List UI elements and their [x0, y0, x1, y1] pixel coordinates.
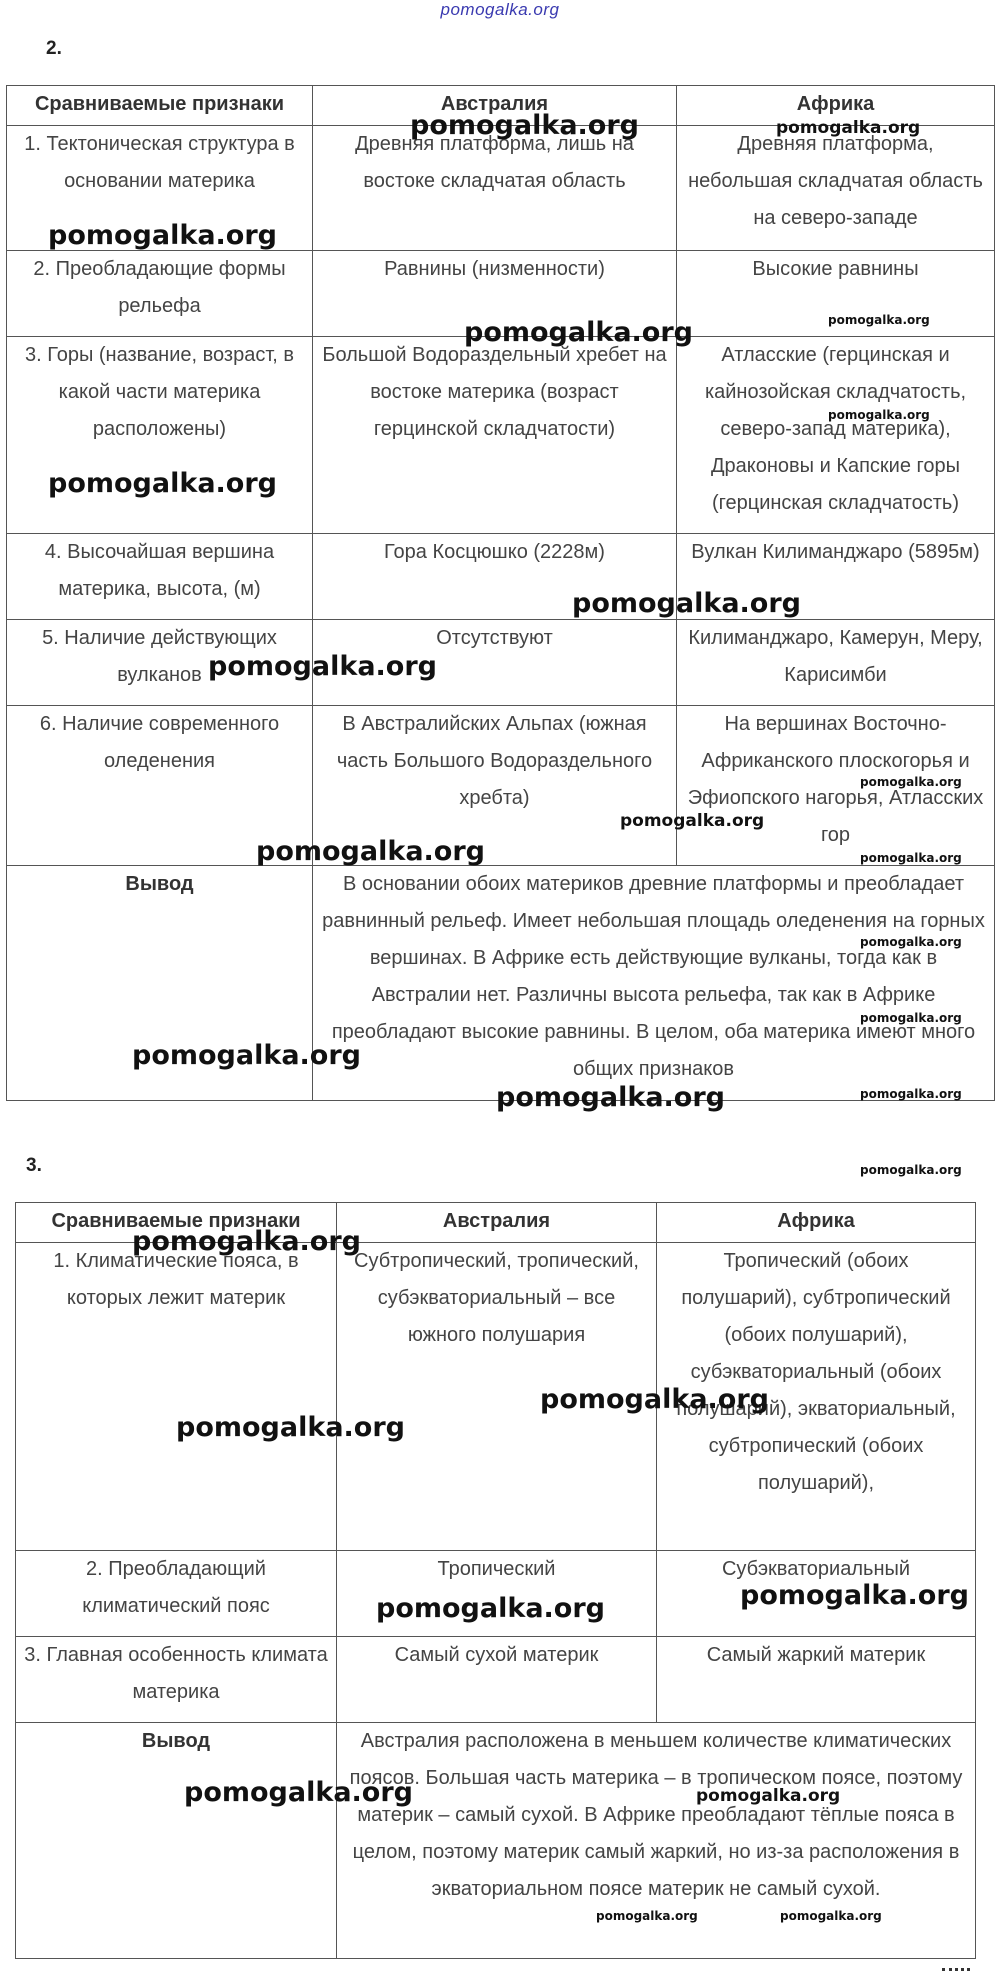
watermark: pomogalka.org: [860, 1011, 962, 1025]
africa-cell: Вулкан Килиманджаро (5895м): [677, 534, 995, 620]
watermark: pomogalka.org: [860, 935, 962, 949]
australia-cell: В Австралийских Альпах (южная часть Большого Водораздельного хребта): [313, 706, 677, 866]
feature-cell: 4. Высочайшая вершина материка, высота, (м): [7, 534, 313, 620]
watermark: pomogalka.org: [860, 1163, 962, 1177]
page-corner-mark: [942, 1968, 970, 1977]
header-africa: Африка: [657, 1203, 976, 1243]
feature-cell: 2. Преобладающие формы рельефа: [7, 251, 313, 337]
watermark: pomogalka.org: [860, 851, 962, 865]
watermark: pomogalka.org: [48, 468, 277, 499]
africa-cell: Самый жаркий материк: [657, 1637, 976, 1723]
africa-cell: Субэкваториальный: [657, 1551, 976, 1637]
feature-cell: 2. Преобладающий климатический пояс: [16, 1551, 337, 1637]
watermark: pomogalka.org: [596, 1909, 698, 1923]
table-header-row: [16, 1203, 976, 1243]
table-row: [16, 1243, 976, 1551]
watermark: pomogalka.org: [376, 1593, 605, 1624]
header-features: Сравниваемые признаки: [16, 1203, 337, 1243]
conclusion-text: Австралия расположена в меньшем количестве климатических поясов. Большая часть материка – в тропическом поясе, поэтому материк – самый сухой. В Африке преобладают тёплые пояса в целом, поэтому материк самый жаркий, но из-за расположения в экваториальном поясе материк не самый сухой.: [337, 1723, 976, 1959]
australia-cell: Самый сухой материк: [337, 1637, 657, 1723]
watermark: pomogalka.org: [828, 313, 930, 327]
watermark: pomogalka.org: [696, 1786, 841, 1806]
australia-cell: Тропический: [337, 1551, 657, 1637]
table-row: [7, 706, 995, 866]
table-row: [7, 337, 995, 534]
conclusion-label: Вывод: [7, 866, 313, 1101]
africa-cell: На вершинах Восточно-Африканского плоскогорья и Эфиопского нагорья, Атласских гор: [677, 706, 995, 866]
watermark: pomogalka.org: [540, 1384, 769, 1415]
watermark: pomogalka.org: [620, 811, 765, 831]
table-row: [16, 1551, 976, 1637]
conclusion-text: В основании обоих материков древние платформы и преобладает равнинный рельеф. Имеет небольшая площадь оледенения на горных вершинах. В Африке есть действующие вулканы, тогда как в Австралии нет. Различны высота рельефа, так как в Африке преобладают высокие равнины. В целом, оба материка имеют много общих признаков: [313, 866, 995, 1101]
australia-cell: Гора Косцюшко (2228м): [313, 534, 677, 620]
feature-cell: 6. Наличие современного оледенения: [7, 706, 313, 866]
africa-cell: Атласские (герцинская и кайнозойская складчатость, северо-запад материка), Драконовы и Капские горы (герцинская складчатость): [677, 337, 995, 534]
watermark: pomogalka.org: [860, 1087, 962, 1101]
africa-cell: Древняя платформа, небольшая складчатая область на северо-западе: [677, 126, 995, 251]
feature-cell: 5. Наличие действующих вулканов: [7, 620, 313, 706]
conclusion-label: Вывод: [16, 1723, 337, 1959]
australia-cell: Древняя платформа, лишь на востоке складчатая область: [313, 126, 677, 251]
task-3-number: 3.: [26, 1155, 42, 1176]
watermark: pomogalka.org: [208, 651, 437, 682]
feature-cell: 1. Климатические пояса, в которых лежит материк: [16, 1243, 337, 1551]
watermark: pomogalka.org: [860, 775, 962, 789]
header-australia: Австралия: [313, 86, 677, 126]
watermark: pomogalka.org: [496, 1082, 725, 1113]
header-australia: Австралия: [337, 1203, 657, 1243]
watermark: pomogalka.org: [132, 1040, 361, 1071]
australia-cell: Большой Водораздельный хребет на востоке материка (возраст герцинской складчатости): [313, 337, 677, 534]
watermark: pomogalka.org: [740, 1580, 969, 1611]
watermark: pomogalka.org: [572, 588, 801, 619]
feature-cell: 1. Тектоническая структура в основании материка: [7, 126, 313, 251]
watermark: pomogalka.org: [132, 1226, 361, 1257]
africa-cell: Высокие равнины: [677, 251, 995, 337]
table-row: [7, 534, 995, 620]
watermark: pomogalka.org: [176, 1412, 405, 1443]
watermark: pomogalka.org: [464, 317, 693, 348]
watermark: pomogalka.org: [184, 1777, 413, 1808]
conclusion-row: [16, 1723, 976, 1959]
africa-cell: Тропический (обоих полушарий), субтропический (обоих полушарий), субэкваториальный (обоих полушарий), экваториальный, субтропический (обоих полушарий),: [657, 1243, 976, 1551]
africa-cell: Килиманджаро, Камерун, Меру, Карисимби: [677, 620, 995, 706]
watermark: pomogalka.org: [48, 220, 277, 251]
watermark: pomogalka.org: [256, 836, 485, 867]
table-row: [7, 251, 995, 337]
header-features: Сравниваемые признаки: [7, 86, 313, 126]
australia-cell: Субтропический, тропический, субэкваториальный – все южного полушария: [337, 1243, 657, 1551]
feature-cell: 3. Главная особенность климата материка: [16, 1637, 337, 1723]
watermark: pomogalka.org: [828, 408, 930, 422]
australia-cell: Равнины (низменности): [313, 251, 677, 337]
australia-cell: Отсутствуют: [313, 620, 677, 706]
table-row: [16, 1637, 976, 1723]
task-3-table: [15, 1202, 976, 1959]
conclusion-row: [7, 866, 995, 1101]
table-row: [7, 620, 995, 706]
header-africa: Африка: [677, 86, 995, 126]
feature-cell: 3. Горы (название, возраст, в какой части материка расположены): [7, 337, 313, 534]
watermark: pomogalka.org: [780, 1909, 882, 1923]
watermark: pomogalka.org: [410, 110, 639, 141]
task-2-table: [6, 85, 995, 1101]
site-header-link[interactable]: pomogalka.org: [440, 0, 560, 19]
table-header-row: [7, 86, 995, 126]
table-row: [7, 126, 995, 251]
watermark: pomogalka.org: [776, 118, 921, 138]
task-2-number: 2.: [46, 38, 62, 59]
